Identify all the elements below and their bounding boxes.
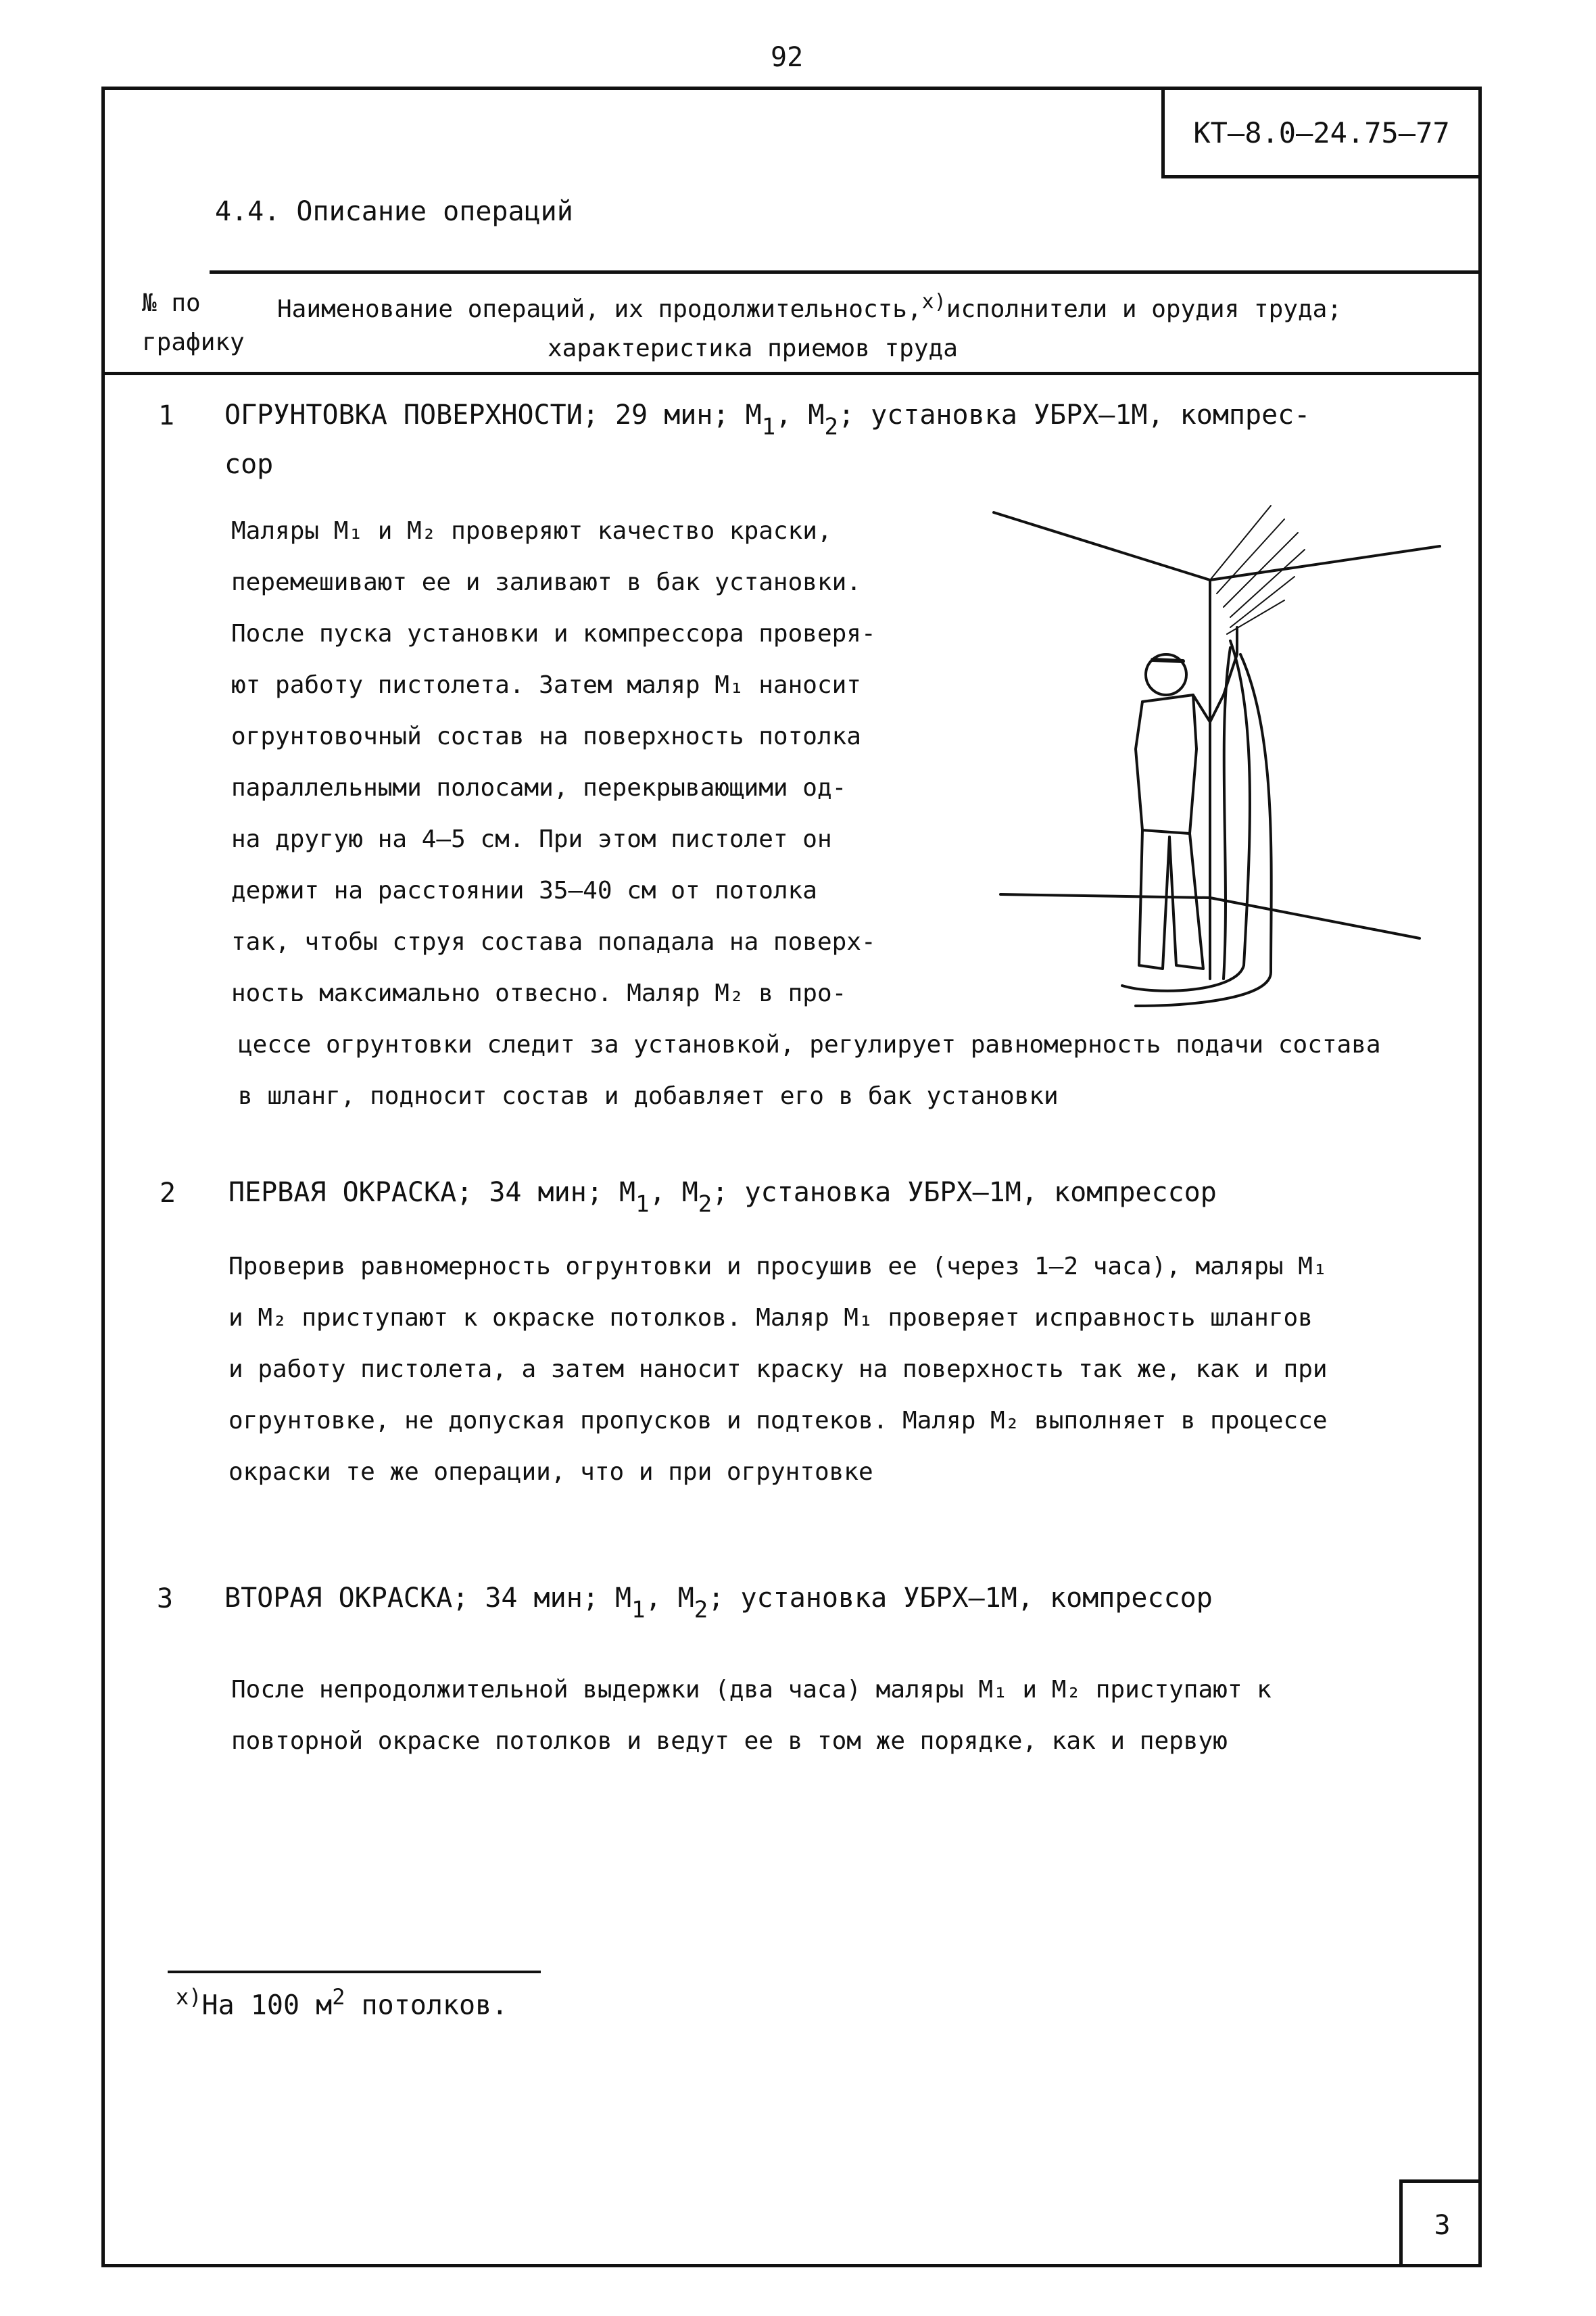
text-line: окраски те же операции, что и при огрунтовке xyxy=(228,1458,873,1486)
sheet-number: 3 xyxy=(1399,2179,1482,2267)
operation-number: 3 xyxy=(157,1583,174,1614)
ceiling-edge xyxy=(994,512,1440,580)
text-line: ность максимально отвесно. Маляр М₂ в про- xyxy=(231,980,847,1007)
section-title: 4.4. Описание операций xyxy=(215,196,573,227)
text-line: После непродолжительной выдержки (два часа) маляры М₁ и М₂ приступают к xyxy=(231,1676,1272,1704)
text-line: так, чтобы струя состава попадала на поверх- xyxy=(231,928,876,956)
text-line: параллельными полосами, перекрывающими од- xyxy=(231,774,847,802)
operation-title: ВТОРАЯ ОКРАСКА; 34 мин; $М_1$, $М_2$; установка УБРХ–1М, компрессор xyxy=(224,1583,1213,1624)
text-line: огрунтовке, не допуская пропусков и подтеков. Маляр М₂ выполняет в процессе xyxy=(228,1407,1328,1434)
header-column-description: Наименование операций, их продолжительность,$^{х)}$исполнители и орудия труда; характеристика приемов труда xyxy=(277,290,1342,362)
document-code: КТ–8.0–24.75–77 xyxy=(1161,87,1482,178)
operation-title: ОГРУНТОВКА ПОВЕРХНОСТИ; 29 мин; $М_1$, $М_2$; установка УБРХ–1М, компрес- сор xyxy=(224,400,1311,481)
text-line: После пуска установки и компрессора проверя- xyxy=(231,620,876,648)
text-line: держит на расстоянии 35–40 см от потолка xyxy=(231,877,817,904)
text-line: в шланг, подносит состав и добавляет его в бак установки xyxy=(238,1082,1059,1110)
operation-description xyxy=(231,506,975,1019)
text-line: и М₂ приступают к окраске потолков. Маляр М₁ проверяет исправность шлангов xyxy=(228,1304,1313,1332)
operation-title: ПЕРВАЯ ОКРАСКА; 34 мин; $М_1$, $М_2$; установка УБРХ–1М, компрессор xyxy=(228,1177,1217,1218)
operation-description xyxy=(228,1241,1472,1498)
text-line: повторной окраске потолков и ведут ее в том же порядке, как и первую xyxy=(231,1727,1228,1755)
operation-description-continued xyxy=(238,1019,1482,1122)
header-top-rule xyxy=(210,270,1482,274)
header-column-number: № по графику xyxy=(142,289,245,356)
text-line: на другую на 4–5 см. При этом пистолет он xyxy=(231,825,832,853)
footnote-rule xyxy=(168,1971,541,1973)
text-line: Маляры М₁ и М₂ проверяют качество краски, xyxy=(231,517,832,545)
text-line: огрунтовочный состав на поверхность потолка xyxy=(231,723,861,750)
operation-number: 2 xyxy=(160,1178,176,1209)
text-line: ют работу пистолета. Затем маляр М₁ наносит xyxy=(231,671,861,699)
operation-description xyxy=(231,1664,1475,1767)
text-line: и работу пистолета, а затем наносит краску на поверхность так же, как и при xyxy=(228,1355,1328,1383)
text-line: Проверив равномерность огрунтовки и просушив ее (через 1–2 часа), маляры М₁ xyxy=(228,1253,1328,1280)
footnote: $^{х)}$На 100 $м^2$ потолков. xyxy=(176,1984,508,2021)
painter-spraying-ceiling-illustration xyxy=(987,492,1447,1026)
text-line: цессе огрунтовки следит за установкой, регулирует равномерность подачи состава xyxy=(238,1031,1381,1059)
page-number: 92 xyxy=(771,42,804,73)
header-bottom-rule xyxy=(101,372,1482,375)
operation-number: 1 xyxy=(158,400,175,431)
text-line: перемешивают ее и заливают в бак установки. xyxy=(231,569,861,596)
